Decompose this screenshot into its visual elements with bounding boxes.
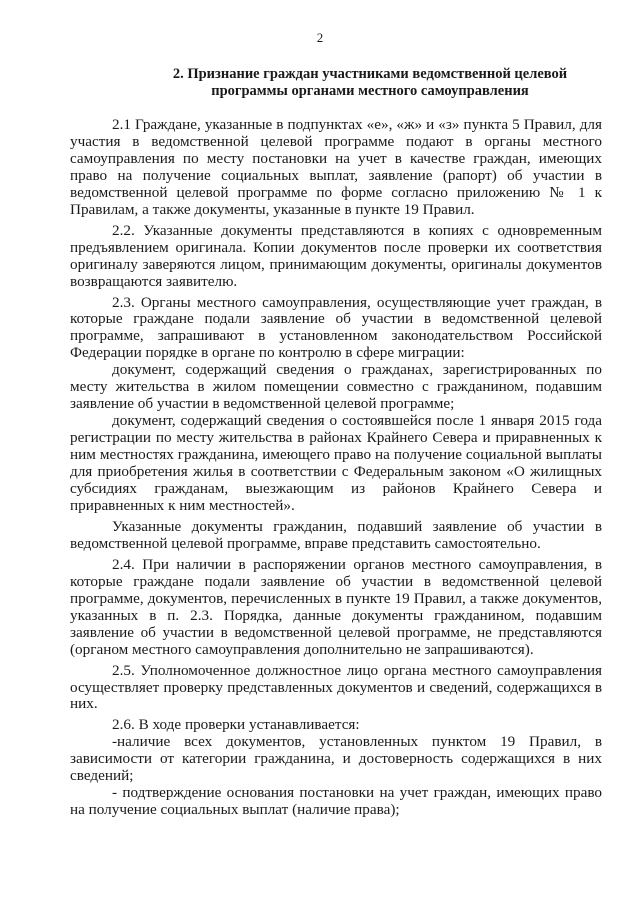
section-heading: 2. Признание граждан участниками ведомственной целевой программы органами местного самоуправления bbox=[172, 66, 568, 99]
paragraph-2-3-note: Указанные документы гражданин, подавший заявление об участии в ведомственной целевой программе, вправе представить самостоятельно. bbox=[70, 517, 602, 552]
paragraph-2-6: 2.6. В ходе проверки устанавливается: bbox=[112, 716, 360, 734]
page-number: 2 bbox=[316, 30, 324, 45]
paragraph-2-5: 2.5. Уполномоченное должностное лицо органа местного самоуправления осуществляет проверку представленных документов и сведений, содержащихся в них. bbox=[70, 661, 602, 713]
paragraph-2-6-item-2: - подтверждение основания постановки на учет граждан, имеющих право на получение социальных выплат (наличие права); bbox=[70, 784, 602, 819]
paragraph-2-2: 2.2. Указанные документы представляются в копиях с одновременным предъявлением оригинала. Копии документов после проверки их соответствия оригиналу заверяются лицом, принимающим документы, оригиналы документов возвращаются заявителю. bbox=[70, 221, 602, 290]
document-body bbox=[70, 117, 602, 819]
paragraph-2-1: 2.1 Граждане, указанные в подпунктах «е», «ж» и «з» пункта 5 Правил, для участия в ведомственной целевой программе подают в органы местного самоуправления по месту постановки на учет в качестве граждан, имеющих право на получение социальных выплат, заявление (рапорт) об участии в ведомственной целевой программе по форме согласно приложению № 1 к Правилам, а также документы, указанные в пункте 19 Правил. bbox=[70, 116, 602, 218]
paragraph-2-3-item-1: документ, содержащий сведения о гражданах, зарегистрированных по месту жительства в жилом помещении совместно с гражданином, подавшим заявление об участии в ведомственной целевой программе; bbox=[70, 361, 602, 413]
paragraph-2-6-item-1: -наличие всех документов, установленных пунктом 19 Правил, в зависимости от категории гражданина, и достоверность содержащихся в них сведений; bbox=[70, 733, 602, 785]
paragraph-2-4: 2.4. При наличии в распоряжении органов местного самоуправления, в которые граждане подали заявление об участии в ведомственной целевой программе, документов, перечисленных в пункте 19 Правил, а также документов, указанных в п. 2.3. Порядка, данные документы гражданином, подавшим заявление об участии в ведомственной целевой программе, не представляются (органом местного самоуправления дополнительно не запрашиваются). bbox=[70, 555, 602, 658]
paragraph-2-3: 2.3. Органы местного самоуправления, осуществляющие учет граждан, в которые граждане подали заявление об участии в ведомственной целевой программе, запрашивают в установленном законодательством Российской Федерации порядке в органе по контролю в сфере миграции: bbox=[70, 293, 602, 362]
paragraph-2-3-item-2: документ, содержащий сведения о состоявшейся после 1 января 2015 года регистрации по месту жительства в районах Крайнего Севера и приравненных к ним местностях гражданина, имеющего право на получение социальной выплаты для приобретения жилья в соответствии с Федеральным законом «О жилищных субсидиях гражданам, выезжающим из районов Крайнего Севера и приравненных к ним местностей». bbox=[70, 412, 602, 514]
